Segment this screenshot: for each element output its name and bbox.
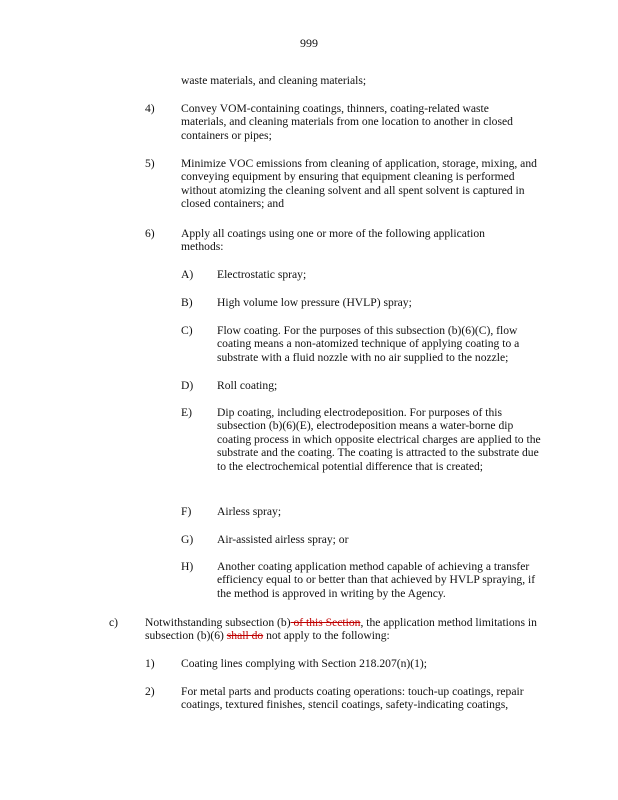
subsection-c-part: Notwithstanding subsection (b) <box>145 616 291 629</box>
method-letter: G) <box>181 533 194 546</box>
method-text: Air-assisted airless spray; or <box>217 533 349 546</box>
item-text: Coating lines complying with Section 218.207(n)(1); <box>181 657 428 670</box>
deleted-text: of this Section <box>290 616 361 629</box>
subsection-c-part: , the application method limitations in subsection (b)(6) <box>145 616 537 643</box>
page-number: 999 <box>300 36 318 50</box>
item-number: 5) <box>145 157 155 170</box>
method-text: Another coating application method capable of achieving a transfer efficiency equal to or better than that achieved by HVLP spraying, if the method is approved in writing by the Agency. <box>217 560 536 600</box>
method-text: High volume low pressure (HVLP) spray; <box>217 296 412 309</box>
deleted-text: shall do <box>226 629 264 643</box>
method-letter: H) <box>181 560 194 573</box>
item-number: 6) <box>145 227 155 240</box>
item-text: Convey VOM-containing coatings, thinners, coating-related waste materials, and cleaning materials from one location to another in closed containers or pipes; <box>181 102 513 142</box>
method-letter: B) <box>181 296 193 309</box>
method-letter: A) <box>181 268 194 281</box>
subsection-c-part: not apply to the following: <box>263 629 390 643</box>
method-letter: E) <box>181 406 192 419</box>
method-letter: C) <box>181 324 193 337</box>
method-letter: F) <box>181 505 192 518</box>
method-text: Airless spray; <box>217 505 282 518</box>
subsection-c-text <box>145 616 543 643</box>
item-number: 1) <box>145 657 155 670</box>
item-text: For metal parts and products coating operations: touch-up coatings, repair coatings, textured finishes, stencil coatings, safety-indicating coatings, <box>181 685 524 712</box>
continued-text: waste materials, and cleaning materials; <box>181 74 367 87</box>
method-text: Electrostatic spray; <box>217 268 307 281</box>
method-text: Flow coating. For the purposes of this subsection (b)(6)(C), flow coating means a non-atomized technique of applying coating to a substrate with a fluid nozzle with no air supplied to the nozzle; <box>217 324 520 364</box>
method-text: Dip coating, including electrodeposition. For purposes of this subsection (b)(6)(E), electrodeposition means a water-borne dip coating process in which opposite electrical charges are applied to the substrate and the coating. The coating is attracted to the substrate due to the electrochemical potential difference that is created; <box>217 406 541 473</box>
item-text: Apply all coatings using one or more of the following application methods: <box>181 227 485 254</box>
subsection-letter: c) <box>109 616 119 629</box>
item-number: 2) <box>145 685 155 698</box>
item-number: 4) <box>145 102 155 115</box>
item-text: Minimize VOC emissions from cleaning of application, storage, mixing, and conveying equipment by ensuring that equipment cleaning is performed without atomizing the cleaning solvent and all spent solvent is captured in closed containers; and <box>181 157 537 211</box>
method-text: Roll coating; <box>217 379 278 392</box>
method-letter: D) <box>181 379 194 392</box>
